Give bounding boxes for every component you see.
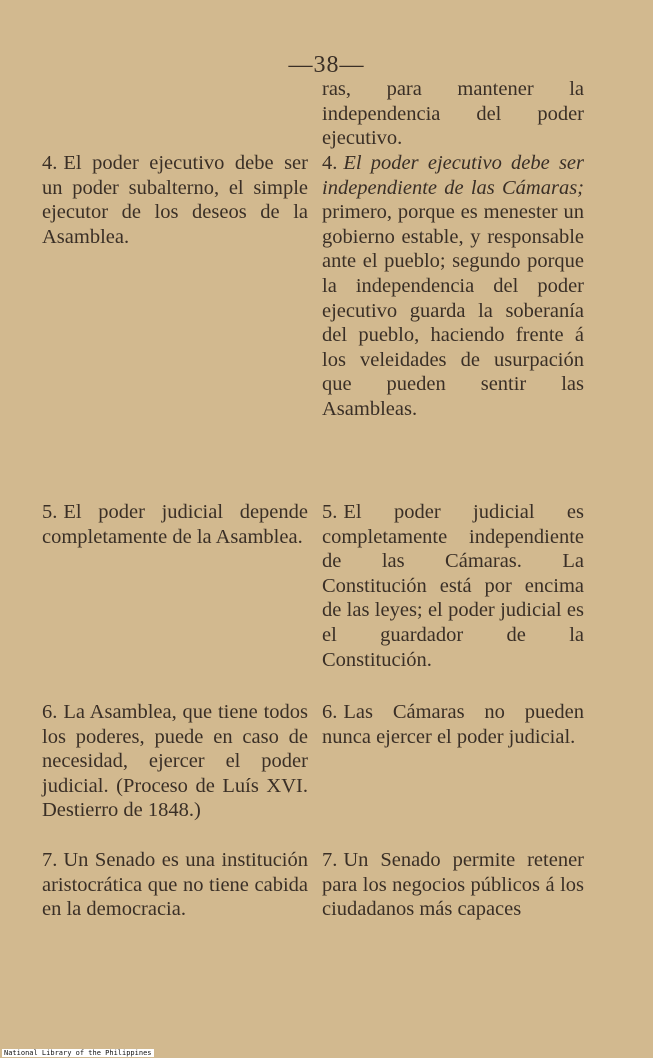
right-item-5-text: El poder judicial es completamente independiente de las Cámaras. La Constitución está por encima de las leyes; el poder judicial es el guardador de la Constitución. xyxy=(322,501,584,671)
right-item-6-text: Las Cámaras no pueden nunca ejercer el poder judicial. xyxy=(322,701,584,748)
right-item-4 xyxy=(322,151,584,422)
right-paragraph-4 xyxy=(322,151,584,422)
right-paragraph-continuation: ras, para mantener la independencia del poder ejecutivo. xyxy=(322,78,584,150)
left-item-6 xyxy=(42,700,308,823)
right-item-7-text: Un Senado permite retener para los negocios públicos á los ciudadanos más capaces xyxy=(322,849,584,921)
left-item-4-text: El poder ejecutivo debe ser un poder subalterno, el simple ejecutor de los deseos de la Asamblea. xyxy=(42,152,308,248)
left-paragraph-4 xyxy=(42,151,308,249)
left-item-4-number: 4. xyxy=(42,152,58,174)
right-item-5 xyxy=(322,500,584,672)
left-item-5-number: 5. xyxy=(42,501,58,523)
right-item-7-number: 7. xyxy=(322,849,338,871)
right-item-4-number: 4. xyxy=(322,152,338,174)
left-paragraph-7 xyxy=(42,848,308,922)
right-item-4-text: primero, porque es menester un gobierno estable, y responsable ante el pueblo; segundo porque la independencia del poder ejecutivo guarda la soberanía del pueblo, haciendo frente á los veleidades de usurpación que pueden sentir las Asambleas. xyxy=(322,201,584,420)
left-item-4 xyxy=(42,151,308,249)
left-paragraph-5 xyxy=(42,500,308,549)
right-item-4-italic: El poder ejecutivo debe ser independiente de las Cámaras; xyxy=(322,152,584,199)
right-item-6-number: 6. xyxy=(322,701,338,723)
right-paragraph-7 xyxy=(322,848,584,922)
right-item-5-number: 5. xyxy=(322,501,338,523)
page-number: —38— xyxy=(288,52,365,78)
right-item-7 xyxy=(322,848,584,922)
left-item-5-text: El poder judicial depende completamente de la Asamblea. xyxy=(42,501,308,548)
right-continuation xyxy=(322,77,584,151)
right-item-6 xyxy=(322,700,584,749)
left-item-5 xyxy=(42,500,308,549)
footer-credit: National Library of the Philippines xyxy=(4,1049,152,1057)
left-item-7-number: 7. xyxy=(42,849,58,871)
left-item-6-text: La Asamblea, que tiene todos los poderes, puede en caso de necesidad, ejercer el poder judicial. (Proceso de Luís XVI. Destierro de 1848.) xyxy=(42,701,308,822)
left-item-7-text: Un Senado es una institución aristocrática que no tiene cabida en la democracia. xyxy=(42,849,308,921)
left-paragraph-6 xyxy=(42,700,308,823)
left-item-7 xyxy=(42,848,308,922)
left-item-6-number: 6. xyxy=(42,701,58,723)
right-paragraph-6 xyxy=(322,700,584,749)
right-paragraph-5 xyxy=(322,500,584,672)
